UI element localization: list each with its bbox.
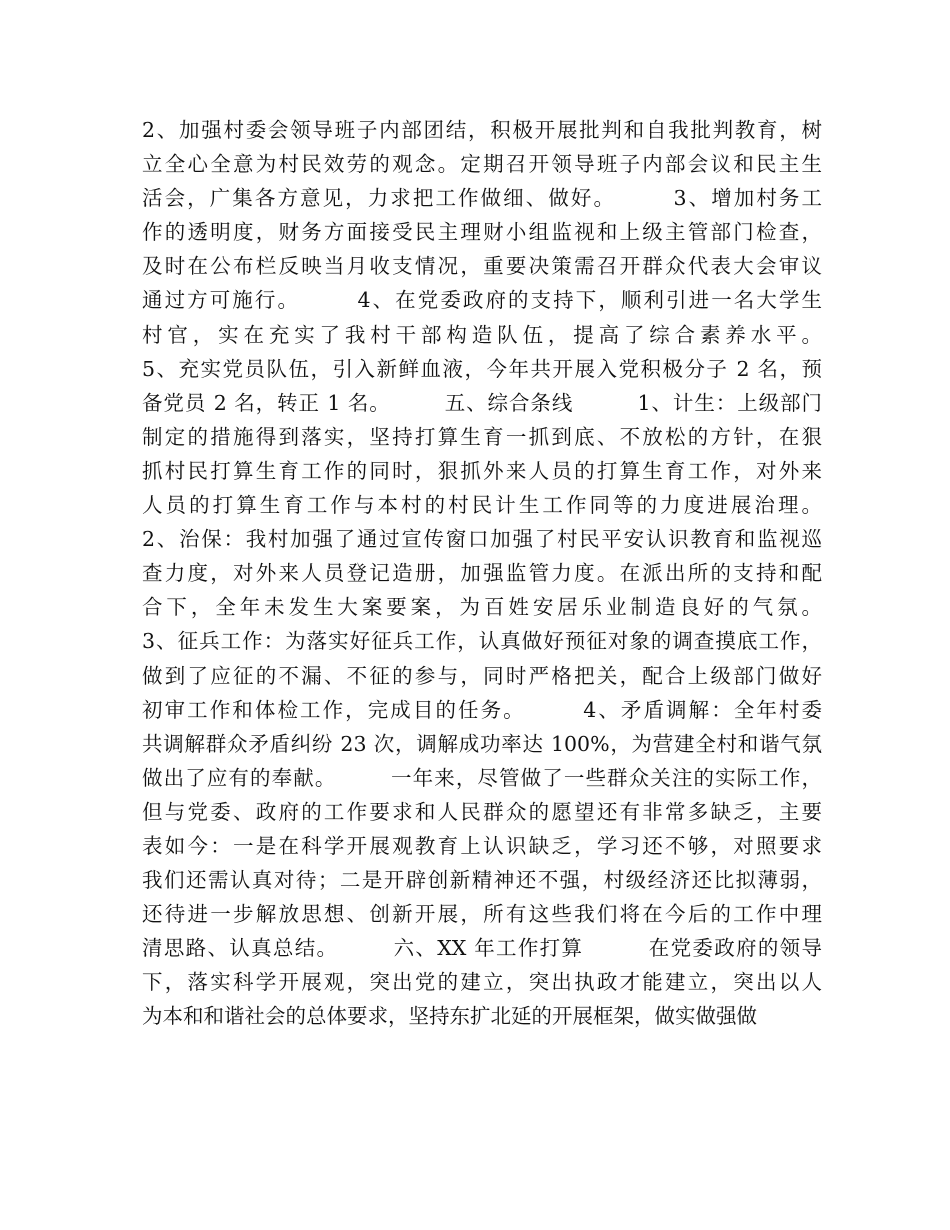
text-line: 清思路、认真总结。 六、XX 年工作打算 在党委政府的领导	[142, 936, 822, 961]
text-line: 活会，广集各方意见，力求把工作做细、做好。 3、增加村务工	[142, 186, 822, 211]
text-line: 表如今：一是在科学开展观教育上认识缺乏，学习还不够，对照要求	[142, 833, 822, 858]
text-line: 2、加强村委会领导班子内部团结，积极开展批判和自我批判教育，树	[142, 118, 822, 142]
text-line: 还待进一步解放思想、创新开展，所有这些我们将在今后的工作中理	[142, 902, 822, 927]
body-text	[142, 113, 822, 1034]
text-line: 及时在公布栏反映当月收支情况，重要决策需召开群众代表大会审议	[142, 254, 822, 279]
text-line: 查力度，对外来人员登记造册，加强监管力度。在派出所的支持和配	[142, 561, 822, 586]
text-line: 我们还需认真对待；二是开辟创新精神还不强，村级经济还比拟薄弱，	[142, 868, 822, 893]
text-line: 合下，全年未发生大案要案，为百姓安居乐业制造良好的气氛。	[142, 595, 822, 620]
text-line: 做出了应有的奉献。 一年来，尽管做了一些群众关注的实际工作，	[142, 765, 822, 790]
text-line: 3、征兵工作：为落实好征兵工作，认真做好预征对象的调查摸底工作，	[142, 629, 822, 654]
text-line: 5、充实党员队伍，引入新鲜血液，今年共开展入党积极分子 2 名，预	[142, 356, 822, 381]
text-line: 做到了应征的不漏、不征的参与，同时严格把关，配合上级部门做好	[142, 663, 822, 688]
text-line: 作的透明度，财务方面接受民主理财小组监视和上级主管部门检查，	[142, 220, 822, 245]
text-line: 人员的打算生育工作与本村的村民计生工作同等的力度进展治理。	[142, 493, 822, 518]
text-line: 为本和和谐社会的总体要求，坚持东扩北延的开展框架，做实做强做	[142, 1004, 757, 1029]
text-line: 共调解群众矛盾纠纷 23 次，调解成功率达 100%，为营建全村和谐气氛	[142, 731, 822, 756]
text-line: 通过方可施行。 4、在党委政府的支持下，顺利引进一名大学生	[142, 288, 822, 313]
text-line: 制定的措施得到落实，坚持打算生育一抓到底、不放松的方针，在狠	[142, 424, 822, 449]
text-line: 备党员 2 名，转正 1 名。 五、综合条线 1、计生：上级部门	[142, 390, 822, 415]
text-line: 抓村民打算生育工作的同时，狠抓外来人员的打算生育工作，对外来	[142, 458, 822, 483]
text-line: 下，落实科学开展观，突出党的建立，突出执政才能建立，突出以人	[142, 970, 822, 995]
text-line: 2、治保：我村加强了通过宣传窗口加强了村民平安认识教育和监视巡	[142, 527, 822, 552]
text-line: 但与党委、政府的工作要求和人民群众的愿望还有非常多缺乏，主要	[142, 799, 822, 824]
text-line: 村官，实在充实了我村干部构造队伍，提高了综合素养水平。	[142, 322, 822, 347]
text-line: 初审工作和体检工作，完成目的任务。 4、矛盾调解：全年村委	[142, 697, 822, 722]
text-line: 立全心全意为村民效劳的观念。定期召开领导班子内部会议和民主生	[142, 152, 822, 177]
